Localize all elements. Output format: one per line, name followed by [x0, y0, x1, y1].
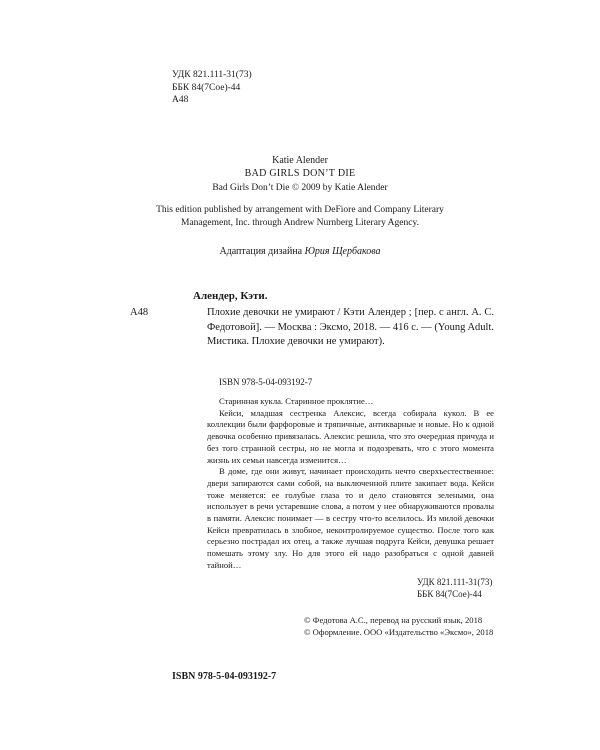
annotation-paragraph: В доме, где они живут, начинает происходить нечто сверхъестественное: двери запираются сами собой, на выключенной плите закипает вода. Кейси тоже меняется: ее голубые глаза то и дело становятся зелеными, она использует в речи устаревшие слова, а потом у нее обнаруживаются провалы в памяти. Алексис понимает — в сестру что-то вселилось. Из милой девочки Кейси превратилась в злобное, неконтролируемое существо. После того как серьезно пострадал их отец, а также лучшая подруга Кейси, девушка решает помешать этому злу. Но для этого ей надо разобраться с одной давней тайной… [207, 466, 494, 570]
bibliographic-record: Плохие девочки не умирают / Кэти Алендер ; [пер. с англ. А. С. Федотовой]. — Москва : Эксмо, 2018. — 416 с. — (Young Adult. Мистика. Плохие девочки не умирают). [207, 307, 494, 347]
catalog-code: А48 [130, 307, 149, 318]
udk-code: УДК 821.111-31(73) [172, 70, 252, 80]
copyright-design: © Оформление. ООО «Издательство «Эксмо», 2018 [304, 626, 494, 637]
udk-block-top [172, 69, 252, 107]
copyright-notices [304, 615, 496, 638]
copyright-en: Bad Girls Don’t Die © 2009 by Katie Alender [212, 183, 388, 193]
isbn-bottom: ISBN 978-5-04-093192-7 [172, 671, 277, 682]
author-en: Katie Alender [272, 155, 328, 166]
annotation-paragraph: Кейси, младшая сестренка Алексис, всегда собирала кукол. В ее коллекции были фарфоровые и тряпичные, антикварные и новые. Но к одной девочка особенно привязалась. Алексис решила, что это очередная причуда и без того странной сестры, но не могла и подозревать, что с этого момента жизнь их семьи навсегда изменится… [207, 407, 494, 465]
author-mark: А48 [172, 95, 189, 105]
copyright-translation: © Федотова А.С., перевод на русский язык, 2018 [304, 615, 483, 625]
bbk-code: ББК 84(7Сое)-44 [172, 82, 241, 93]
adaptation-name: Юрия Щербакова [304, 246, 381, 257]
udk-code-bottom: УДК 821.111-31(73) [417, 577, 493, 587]
annotation-paragraph: Старинная кукла. Старинное проклятие… [219, 396, 374, 406]
title-en: BAD GIRLS DON’T DIE [244, 168, 356, 179]
isbn-record: ISBN 978-5-04-093192-7 [219, 377, 313, 387]
udk-block-bottom [417, 576, 492, 600]
author-ru: Алендер, Кэти. [193, 290, 268, 302]
edition-note-text: This edition published by arrangement with DeFiore and Company Literary Management, Inc. through Andrew Nurnberg Literary Agency. [156, 205, 444, 228]
adaptation-credit [0, 246, 600, 257]
edition-note [0, 204, 600, 230]
annotation [207, 396, 494, 572]
bbk-code-bottom: ББК 84(7Сое)-44 [417, 589, 482, 599]
adaptation-prefix: Адаптация дизайна [219, 246, 305, 257]
